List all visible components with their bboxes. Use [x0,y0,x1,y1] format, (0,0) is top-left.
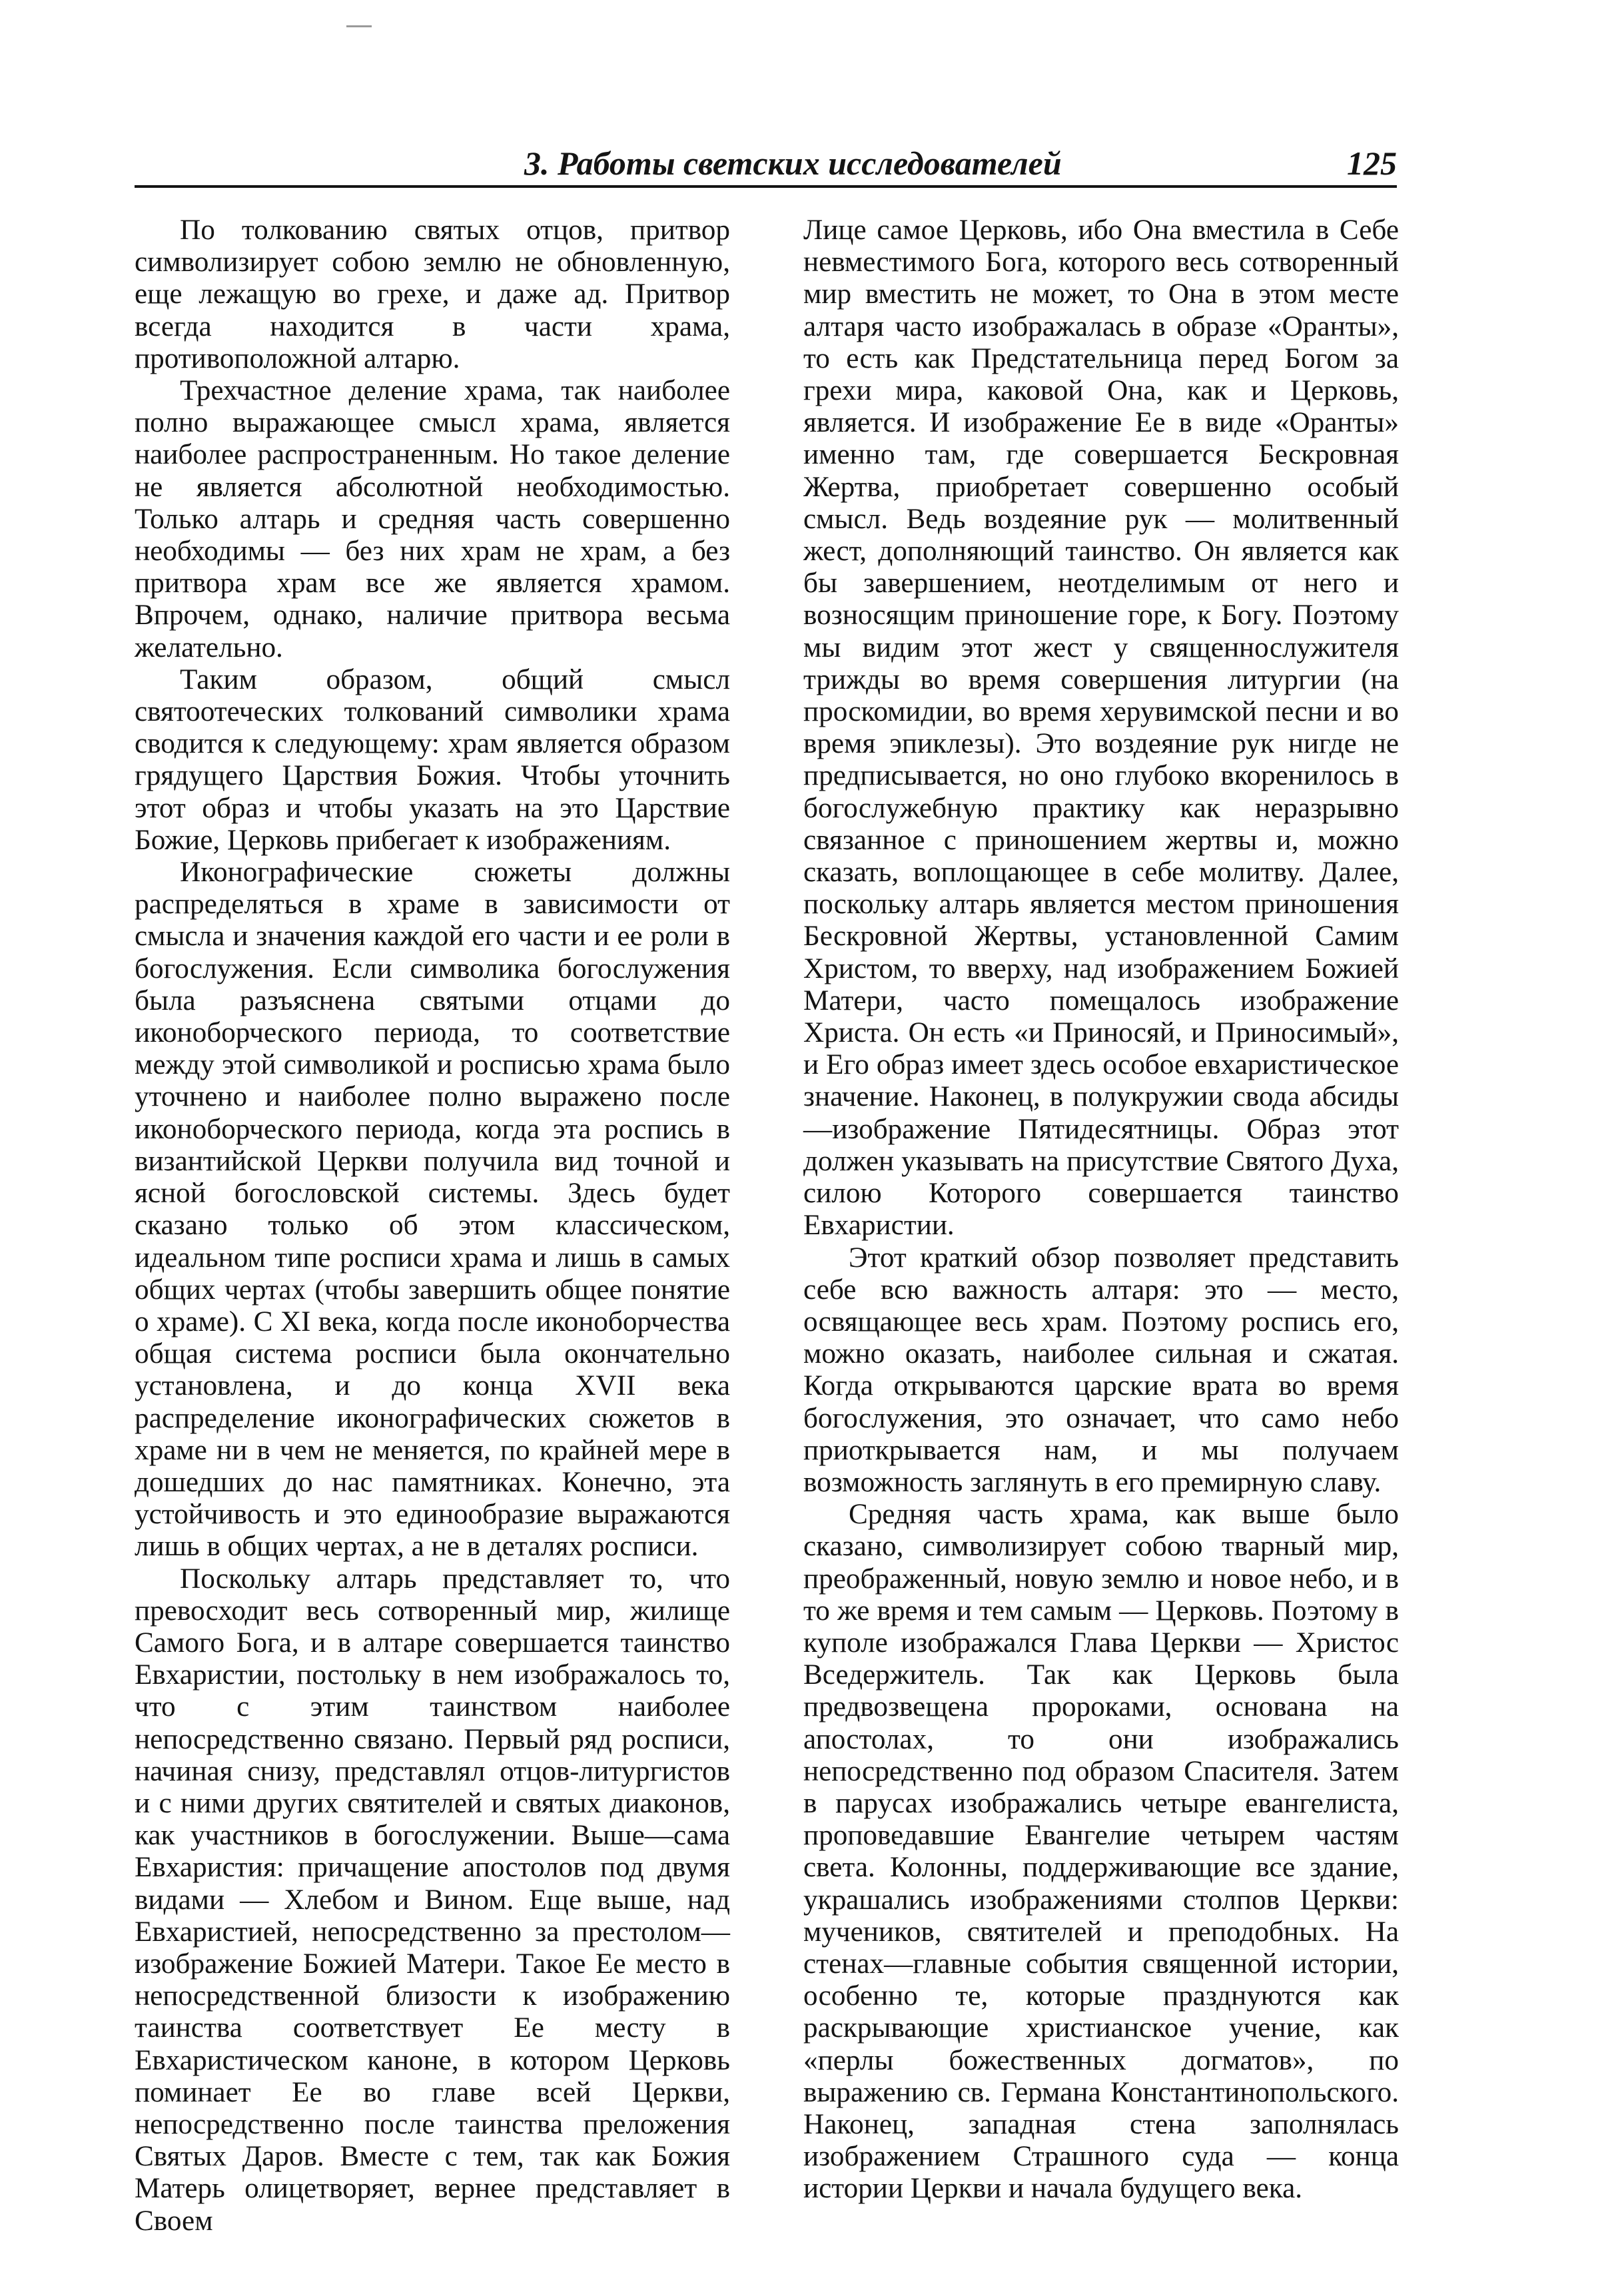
running-title: 3. Работы светских исследователей [524,145,1062,182]
paragraph: Средняя часть храма, как выше было сказано, символизирует собою тварный мир, преображенный, новую землю и новое небо, и в то же время и тем самым — Церковь. Поэтому в куполе изображался Глава Церкви — Христос Вседержитель. Так как Церковь была предвозвещена пророками, основана на апостолах, то они изображались непосредственно под образом Спасителя. Затем в парусах изображались четыре евангелиста, проповедавшие Евангелие четырем частям света. Колонны, поддерживающие все здание, украшались изображениями столпов Церкви: мучеников, святителей и преподобных. На стенах—главные события священной истории, особенно те, которые празднуются как раскрывающие христианское учение, как «перлы божественных догматов», по выражению св. Германа Константинопольского. Наконец, западная стена заполнялась изображением Страшного суда — конца истории Церкви и начала будущего века. [803,1499,1399,2205]
paragraph: Этот краткий обзор позволяет представить себе всю важность алтаря: это — место, освящающее весь храм. Поэтому роспись его, можно оказать, наиболее сильная и сжатая. Когда открываются царские врата во время богослужения, это означает, что само небо приоткрывается нам, и мы получаем возможность заглянуть в его премирную славу. [803,1242,1399,1498]
page-number: 125 [1347,145,1397,182]
paragraph: Трехчастное деление храма, так наиболее полно выражающее смысл храма, является наиболее распространенным. Но такое деление не является абсолютной необходимостью. Только алтарь и средняя часть совершенно необходимы — без них храм не храм, а без притвора храм все же является храмом. Впрочем, однако, наличие притвора весьма желательно. [135,375,730,663]
left-text-column [135,214,730,2237]
paragraph: Поскольку алтарь представляет то, что превосходит весь сотворенный мир, жилище Самого Бога, и в алтаре совершается таинство Евхаристии, постольку в нем изображалось то, что с этим таинством наиболее непосредственно связано. Первый ряд росписи, начиная снизу, представлял отцов-литургистов и с ними других святителей и святых диаконов, как участников в богослужении. Выше—сама Евхаристия: причащение апостолов под двумя видами — Хлебом и Вином. Еще выше, над Евхаристией, непосредственно за престолом—изображение Божией Матери. Такое Ее место в непосредственной близости к изображению таинства соответствует Ее месту в Евхаристическом каноне, в котором Церковь поминает Ее во главе всей Церкви, непосредственно после таинства преложения Святых Даров. Вместе с тем, так как Божия Матерь олицетворяет, вернее представляет в Своем [135,1563,730,2237]
paragraph: Иконографические сюжеты должны распределяться в храме в зависимости от смысла и значения каждой его части и ее роли в богослужения. Если символика богослужения была разъяснена святыми отцами до иконоборческого периода, то соответствие между этой символикой и росписью храма было уточнено и наиболее полно выражено после иконоборческого периода, когда эта роспись в византийской Церкви получила вид точной и ясной богословской системы. Здесь будет сказано только об этом классическом, идеальном типе росписи храма и лишь в самых общих чертах (чтобы завершить общее понятие о храме). С XI века, когда после иконоборчества общая система росписи была окончательно установлена, и до конца XVII века распределение иконографических сюжетов в храме ни в чем не меняется, по крайней мере в дошедших до нас памятниках. Конечно, эта устойчивость и это единообразие выражаются лишь в общих чертах, а не в деталях росписи. [135,857,730,1563]
paragraph: Таким образом, общий смысл святоотеческих толкований символики храма сводится к следующему: храм является образом грядущего Царствия Божия. Чтобы уточнить этот образ и чтобы указать на это Царствие Божие, Церковь прибегает к изображениям. [135,663,730,856]
paragraph: По толкованию святых отцов, притвор символизирует собою землю не обновленную, еще лежащую во грехе, и даже ад. Притвор всегда находится в части храма, противоположной алтарю. [135,214,730,374]
paragraph-continued: Лице самое Церковь, ибо Она вместила в Себе невместимого Бога, которого весь сотворенный мир вместить не может, то Она в этом месте алтаря часто изображалась в образе «Оранты», то есть как Предстательница перед Богом за грехи мира, каковой Она, как и Церковь, является. И изображение Ее в виде «Оранты» именно там, где совершается Бескровная Жертва, приобретает совершенно особый смысл. Ведь воздеяние рук — молитвенный жест, дополняющий таинство. Он является как бы завершением, неотделимым от него и возносящим приношение горе, к Богу. Поэтому мы видим этот жест у священнослужителя трижды во время совершения литургии (на проскомидии, во время херувимской песни и во время эпиклезы). Это воздеяние рук нигде не предписывается, но оно глубоко вкоренилось в богослужебную практику как неразрывно связанное с приношением жертвы и, можно сказать, воплощающее в себе молитву. Далее, поскольку алтарь является местом приношения Бескровной Жертвы, установленной Самим Христом, то вверху, над изображением Божией Матери, часто помещалось изображение Христа. Он есть «и Приносяй, и Приносимый», и Его образ имеет здесь особое евхаристическое значение. Наконец, в полукружии свода абсиды—изображение Пятидесятницы. Образ этот должен указывать на присутствие Святого Духа, силою Которого совершается таинство Евхаристии. [803,214,1399,1242]
running-header [135,141,1397,188]
scan-artifact-mark [346,25,372,27]
right-text-column [803,214,1399,2205]
